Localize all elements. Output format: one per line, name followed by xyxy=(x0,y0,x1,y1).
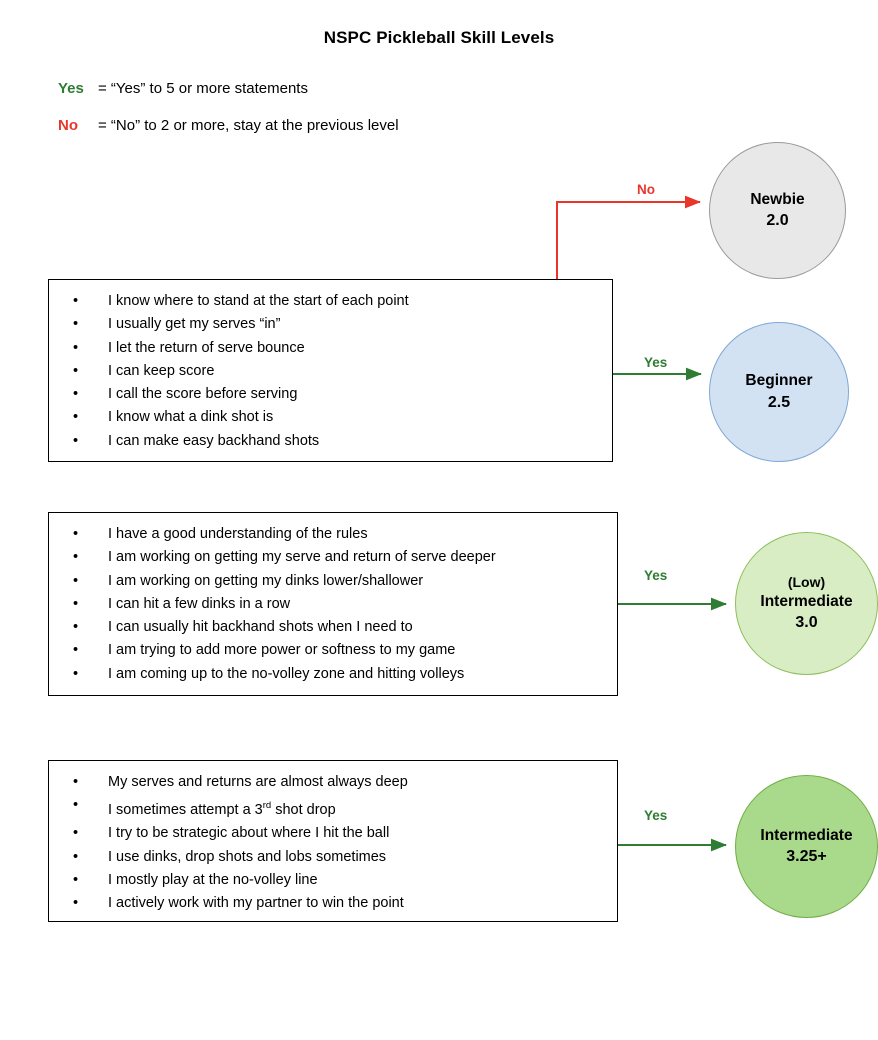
level-number: 2.5 xyxy=(767,393,791,411)
level-name: Newbie xyxy=(750,190,805,208)
legend-row-yes xyxy=(58,80,308,97)
criteria-text: I am trying to add more power or softness to my game xyxy=(108,642,456,659)
level-name: Beginner xyxy=(745,372,813,390)
criteria-text: I use dinks, drop shots and lobs sometimes xyxy=(108,848,387,865)
criteria-item xyxy=(63,869,607,892)
criteria-text: I let the return of serve bounce xyxy=(108,339,305,356)
criteria-list-low-intermediate xyxy=(49,513,617,696)
criteria-box-beginner xyxy=(48,279,613,462)
level-circle-beginner xyxy=(709,322,849,462)
criteria-item xyxy=(63,523,607,546)
criteria-box-low-intermediate xyxy=(48,512,618,696)
legend-key-no: No xyxy=(58,117,78,134)
bullet-icon: • xyxy=(73,848,79,865)
criteria-item xyxy=(63,892,607,915)
page-title: NSPC Pickleball Skill Levels xyxy=(323,28,555,47)
bullet-icon: • xyxy=(73,774,79,790)
bullet-icon: • xyxy=(73,619,79,636)
criteria-item xyxy=(63,383,602,406)
criteria-item xyxy=(63,846,607,869)
bullet-icon: • xyxy=(73,316,79,333)
level-circle-low-intermediate xyxy=(735,532,878,675)
criteria-text: I can usually hit backhand shots when I need to xyxy=(108,619,413,636)
criteria-list-beginner xyxy=(49,280,612,463)
bullet-icon: • xyxy=(73,825,79,842)
bullet-icon: • xyxy=(73,895,79,912)
legend-text-yes: = “Yes” to 5 or more statements xyxy=(98,80,308,97)
legend-row-no xyxy=(58,117,399,134)
bullet-icon: • xyxy=(73,572,79,589)
criteria-text: I have a good understanding of the rules xyxy=(108,526,368,542)
criteria-item xyxy=(63,794,607,822)
arrow-label-yes-beginner: Yes xyxy=(644,355,668,370)
level-sublabel: (Low) xyxy=(787,574,826,591)
criteria-text-superscript: I sometimes attempt a 3rd shot drop xyxy=(108,800,336,819)
criteria-text: I usually get my serves “in” xyxy=(108,316,281,333)
criteria-text: I call the score before serving xyxy=(108,386,298,403)
criteria-item xyxy=(63,406,602,429)
criteria-text: I can hit a few dinks in a row xyxy=(108,595,291,612)
bullet-icon: • xyxy=(73,595,79,612)
level-number: 3.25+ xyxy=(786,848,827,866)
bullet-icon: • xyxy=(73,665,79,682)
criteria-item xyxy=(63,430,602,453)
arrow-label-no: No xyxy=(637,182,655,197)
criteria-list-intermediate xyxy=(49,761,617,926)
criteria-text: I know what a dink shot is xyxy=(108,409,274,426)
bullet-icon: • xyxy=(73,872,79,889)
arrow-label-yes-low-intermediate: Yes xyxy=(644,568,668,583)
criteria-text: I am working on getting my dinks lower/shallower xyxy=(108,572,424,589)
bullet-icon: • xyxy=(73,526,79,542)
criteria-item xyxy=(63,663,607,686)
criteria-item xyxy=(63,360,602,383)
criteria-item xyxy=(63,639,607,662)
bullet-icon: • xyxy=(73,362,79,379)
criteria-item xyxy=(63,570,607,593)
criteria-item xyxy=(63,337,602,360)
level-number: 2.0 xyxy=(766,212,789,230)
bullet-icon: • xyxy=(73,642,79,659)
level-circle-newbie xyxy=(709,142,846,279)
level-name: Intermediate xyxy=(760,826,853,844)
criteria-text: I can make easy backhand shots xyxy=(108,432,320,449)
criteria-text: I can keep score xyxy=(108,362,215,379)
bullet-icon: • xyxy=(73,432,79,449)
legend-key-yes: Yes xyxy=(58,80,84,97)
criteria-item xyxy=(63,822,607,845)
arrow-label-yes-intermediate: Yes xyxy=(644,808,668,823)
bullet-icon: • xyxy=(73,409,79,426)
criteria-item xyxy=(63,593,607,616)
bullet-icon: • xyxy=(73,797,79,814)
level-number: 3.0 xyxy=(795,614,818,632)
level-name: Intermediate xyxy=(760,592,853,610)
criteria-text: I mostly play at the no-volley line xyxy=(108,872,318,889)
criteria-text: I know where to stand at the start of each point xyxy=(108,293,409,309)
criteria-text: I am coming up to the no-volley zone and hitting volleys xyxy=(108,665,465,682)
criteria-item xyxy=(63,313,602,336)
criteria-text: I try to be strategic about where I hit the ball xyxy=(108,825,390,842)
criteria-item xyxy=(63,290,602,313)
bullet-icon: • xyxy=(73,549,79,566)
criteria-item xyxy=(63,616,607,639)
criteria-item xyxy=(63,771,607,794)
bullet-icon: • xyxy=(73,339,79,356)
criteria-text: My serves and returns are almost always deep xyxy=(108,774,408,790)
criteria-item xyxy=(63,546,607,569)
criteria-box-intermediate xyxy=(48,760,618,922)
criteria-text: I actively work with my partner to win the point xyxy=(108,895,404,912)
criteria-text: I am working on getting my serve and return of serve deeper xyxy=(108,549,496,566)
level-circle-intermediate xyxy=(735,775,878,918)
legend-text-no: = “No” to 2 or more, stay at the previous level xyxy=(98,117,399,134)
bullet-icon: • xyxy=(73,386,79,403)
bullet-icon: • xyxy=(73,293,79,309)
